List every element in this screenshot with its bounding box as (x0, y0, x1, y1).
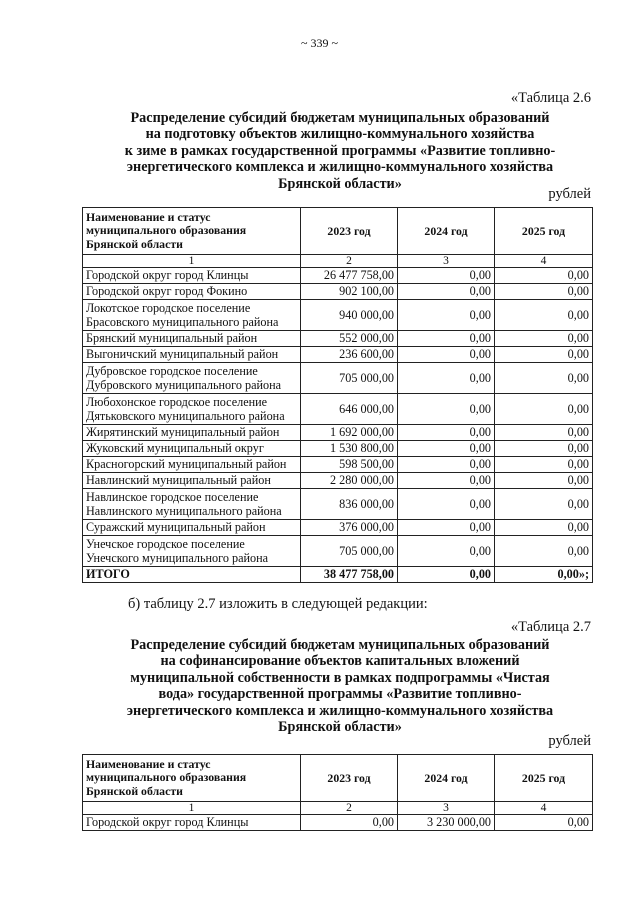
value-2025: 0,00 (495, 520, 593, 536)
value-2023: 2 280 000,00 (301, 473, 398, 489)
municipality-name: Городской округ город Клинцы (83, 268, 301, 284)
title-line: энергетического комплекса и жилищно-коммунального хозяйства (126, 159, 554, 176)
table-row (83, 425, 593, 441)
index-cell: 3 (398, 255, 495, 268)
page-number: ~ 339 ~ (301, 36, 338, 50)
value-2025: 0,00 (495, 457, 593, 473)
table-2-7 (82, 754, 593, 831)
year-2023-header: 2023 год (301, 755, 398, 802)
municipality-name: Жирятинский муниципальный район (83, 425, 301, 441)
name-column-header: Наименование и статус муниципального образования Брянской области (83, 208, 301, 255)
table-row (83, 284, 593, 300)
index-cell: 1 (83, 255, 301, 268)
title-line: Распределение субсидий бюджетам муниципальных образований (130, 110, 550, 126)
value-2024: 0,00 (398, 489, 495, 520)
value-2023: 376 000,00 (301, 520, 398, 536)
value-2023: 1 692 000,00 (301, 425, 398, 441)
value-2024: 0,00 (398, 347, 495, 363)
value-2024: 0,00 (398, 441, 495, 457)
table-2-6-body (83, 268, 593, 567)
value-2025: 0,00 (495, 284, 593, 300)
value-2025: 0,00 (495, 441, 593, 457)
municipality-name: Красногорский муниципальный район (83, 457, 301, 473)
value-2023: 646 000,00 (301, 394, 398, 425)
value-2023: 598 500,00 (301, 457, 398, 473)
value-2025: 0,00 (495, 363, 593, 394)
municipality-name: Навлинский муниципальный район (83, 473, 301, 489)
name-column-header: Наименование и статус муниципального образования Брянской области (83, 755, 301, 802)
index-cell: 4 (495, 255, 593, 268)
table-2-6-reference: «Таблица 2.6 (510, 90, 591, 106)
value-2025: 0,00 (495, 536, 593, 567)
index-cell: 2 (301, 255, 398, 268)
table-2-7-title (80, 637, 600, 735)
value-2024: 0,00 (398, 457, 495, 473)
table-row (83, 457, 593, 473)
value-2025: 0,00 (495, 347, 593, 363)
municipality-name: Городской округ город Фокино (83, 284, 301, 300)
value-2023: 705 000,00 (301, 536, 398, 567)
value-2023: 940 000,00 (301, 300, 398, 331)
year-2024-header: 2024 год (398, 208, 495, 255)
value-2023: 902 100,00 (301, 284, 398, 300)
table-row (83, 536, 593, 567)
municipality-name: Навлинское городское поселение Навлинского муниципального района (83, 489, 301, 520)
amendment-paragraph: б) таблицу 2.7 изложить в следующей редакции: (128, 596, 428, 612)
year-2025-header: 2025 год (495, 755, 593, 802)
title-line: Брянской области» (278, 719, 402, 736)
table-row (83, 473, 593, 489)
table-row (83, 363, 593, 394)
index-cell: 2 (301, 802, 398, 815)
value-2024: 3 230 000,00 (398, 815, 495, 831)
table-row (83, 347, 593, 363)
table-2-6-title (80, 110, 600, 192)
title-line: Брянской области» (278, 175, 402, 192)
index-cell: 4 (495, 802, 593, 815)
value-2024: 0,00 (398, 520, 495, 536)
table-2-7-body (83, 815, 593, 831)
municipality-name: Жуковский муниципальный округ (83, 441, 301, 457)
title-line: вода» государственной программы «Развитие топливно- (158, 686, 522, 703)
index-cell: 1 (83, 802, 301, 815)
title-line: на софинансирование объектов капитальных вложений (160, 653, 520, 670)
table-row (83, 268, 593, 284)
value-2024: 0,00 (398, 331, 495, 347)
table-2-7-unit: рублей (548, 733, 591, 749)
header-row (83, 755, 593, 802)
total-row (83, 567, 593, 583)
title-line: к зиме в рамках государственной программы «Развитие топливно- (124, 142, 556, 159)
value-2024: 0,00 (398, 394, 495, 425)
year-2025-header: 2025 год (495, 208, 593, 255)
header-row (83, 208, 593, 255)
year-2024-header: 2024 год (398, 755, 495, 802)
value-2024: 0,00 (398, 284, 495, 300)
value-2023: 236 600,00 (301, 347, 398, 363)
table-2-7-reference: «Таблица 2.7 (510, 619, 591, 635)
table-2-6-unit: рублей (548, 186, 591, 202)
municipality-name: Суражский муниципальный район (83, 520, 301, 536)
title-line: Распределение субсидий бюджетам муниципальных образований (130, 637, 550, 653)
value-2023: 26 477 758,00 (301, 268, 398, 284)
value-2024: 0,00 (398, 473, 495, 489)
value-2024: 0,00 (398, 300, 495, 331)
title-line: энергетического комплекса и жилищно-коммунального хозяйства (126, 702, 554, 719)
municipality-name: Брянский муниципальный район (83, 331, 301, 347)
index-row (83, 802, 593, 815)
value-2025: 0,00 (495, 815, 593, 831)
municipality-name: Дубровское городское поселение Дубровского муниципального района (83, 363, 301, 394)
value-2023: 705 000,00 (301, 363, 398, 394)
value-2025: 0,00 (495, 394, 593, 425)
value-2024: 0,00 (398, 363, 495, 394)
table-2-6 (82, 207, 593, 583)
table-row (83, 441, 593, 457)
value-2023: 836 000,00 (301, 489, 398, 520)
title-line: на подготовку объектов жилищно-коммунального хозяйства (145, 126, 535, 143)
value-2024: 0,00 (398, 268, 495, 284)
total-2025: 0,00»; (495, 567, 593, 583)
value-2025: 0,00 (495, 473, 593, 489)
table-row (83, 815, 593, 831)
table-row (83, 331, 593, 347)
value-2023: 0,00 (301, 815, 398, 831)
table-row (83, 300, 593, 331)
table-row (83, 520, 593, 536)
total-label: ИТОГО (83, 567, 301, 583)
total-2024: 0,00 (398, 567, 495, 583)
municipality-name: Унечское городское поселение Унечского муниципального района (83, 536, 301, 567)
value-2025: 0,00 (495, 425, 593, 441)
municipality-name: Городской округ город Клинцы (83, 815, 301, 831)
municipality-name: Любохонское городское поселение Дятьковского муниципального района (83, 394, 301, 425)
value-2024: 0,00 (398, 425, 495, 441)
value-2025: 0,00 (495, 489, 593, 520)
table-row (83, 394, 593, 425)
municipality-name: Локотское городское поселение Брасовского муниципального района (83, 300, 301, 331)
year-2023-header: 2023 год (301, 208, 398, 255)
index-row (83, 255, 593, 268)
title-line: муниципальной собственности в рамках подпрограммы «Чистая (130, 669, 550, 686)
value-2025: 0,00 (495, 300, 593, 331)
value-2023: 1 530 800,00 (301, 441, 398, 457)
table-row (83, 489, 593, 520)
municipality-name: Выгоничский муниципальный район (83, 347, 301, 363)
value-2023: 552 000,00 (301, 331, 398, 347)
index-cell: 3 (398, 802, 495, 815)
value-2024: 0,00 (398, 536, 495, 567)
total-2023: 38 477 758,00 (301, 567, 398, 583)
value-2025: 0,00 (495, 331, 593, 347)
value-2025: 0,00 (495, 268, 593, 284)
